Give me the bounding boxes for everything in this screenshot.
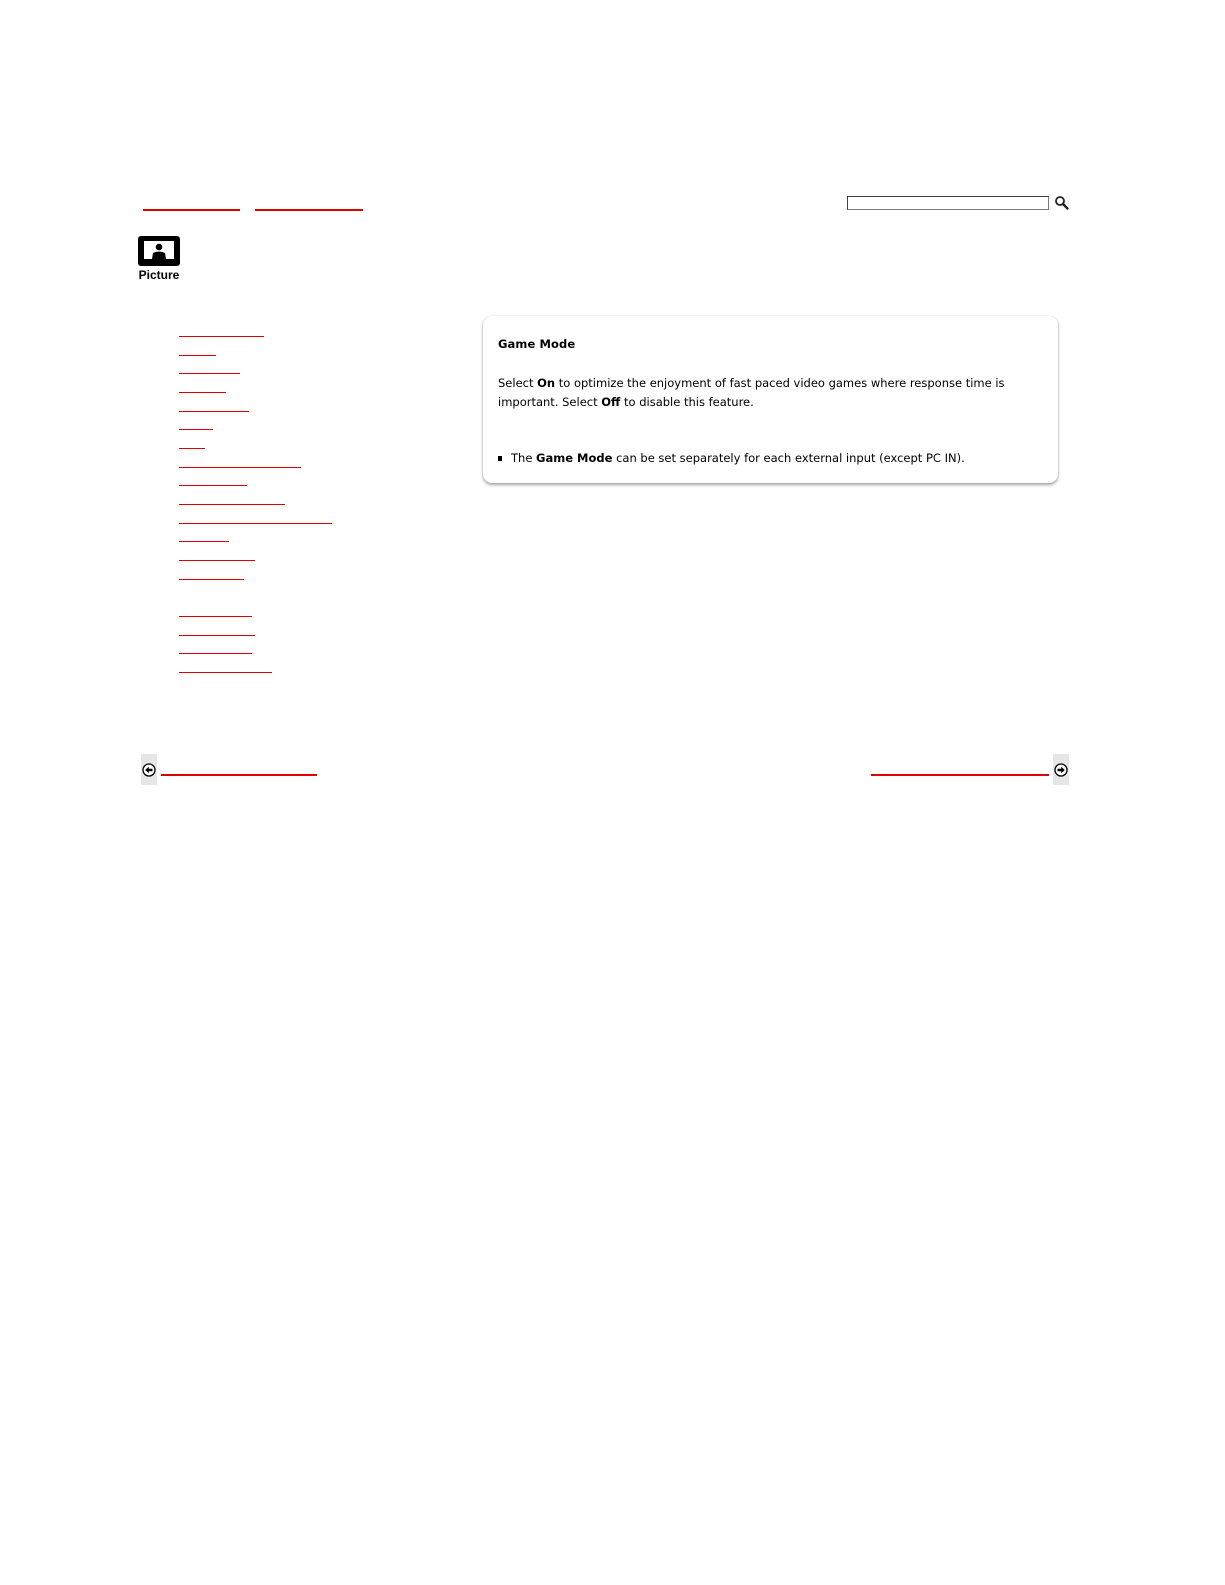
sidebar-link[interactable] [179, 411, 249, 412]
sidebar-link[interactable] [179, 336, 264, 337]
prev-link[interactable] [161, 774, 317, 776]
sidebar-link[interactable] [179, 485, 247, 486]
sidebar-link[interactable] [179, 541, 229, 542]
note-text: can be set separately for each external input (except PC IN). [612, 451, 965, 465]
body-off: Off [601, 395, 621, 409]
content-card [483, 316, 1058, 483]
arrow-left-icon [142, 763, 156, 777]
section-label: Picture [138, 268, 180, 282]
arrow-right-icon [1054, 763, 1068, 777]
sidebar-link[interactable] [179, 653, 252, 654]
body-text: Select [498, 376, 538, 390]
picture-icon [138, 236, 180, 266]
search-icon[interactable] [1054, 195, 1070, 211]
breadcrumb-link-2[interactable] [255, 209, 363, 211]
card-note [498, 451, 965, 466]
body-on: On [537, 376, 556, 390]
body-text: to optimize the enjoyment of fast paced video games where response time is important. Select [498, 376, 1005, 409]
body-text: to disable this feature. [620, 395, 754, 409]
bullet-icon [498, 456, 502, 461]
next-button[interactable] [1053, 754, 1069, 785]
search-input[interactable] [847, 196, 1049, 210]
card-body [498, 374, 1038, 412]
card-title: Game Mode [498, 337, 576, 351]
breadcrumb-link-1[interactable] [143, 209, 240, 211]
note-bold: Game Mode [536, 451, 613, 465]
sidebar-link[interactable] [179, 429, 213, 430]
sidebar-link[interactable] [179, 523, 332, 524]
sidebar-link[interactable] [179, 635, 255, 636]
sidebar-link[interactable] [179, 355, 216, 356]
sidebar-link[interactable] [179, 392, 226, 393]
note-text: The [511, 451, 537, 465]
sidebar-link[interactable] [179, 448, 205, 449]
sidebar-link[interactable] [179, 504, 285, 505]
sidebar-link[interactable] [179, 467, 301, 468]
sidebar-link[interactable] [179, 672, 272, 673]
next-link[interactable] [871, 774, 1049, 776]
sidebar-link[interactable] [179, 373, 240, 374]
prev-button[interactable] [141, 754, 157, 785]
sidebar-link[interactable] [179, 616, 252, 617]
sidebar-link[interactable] [179, 579, 244, 580]
sidebar-link[interactable] [179, 560, 255, 561]
